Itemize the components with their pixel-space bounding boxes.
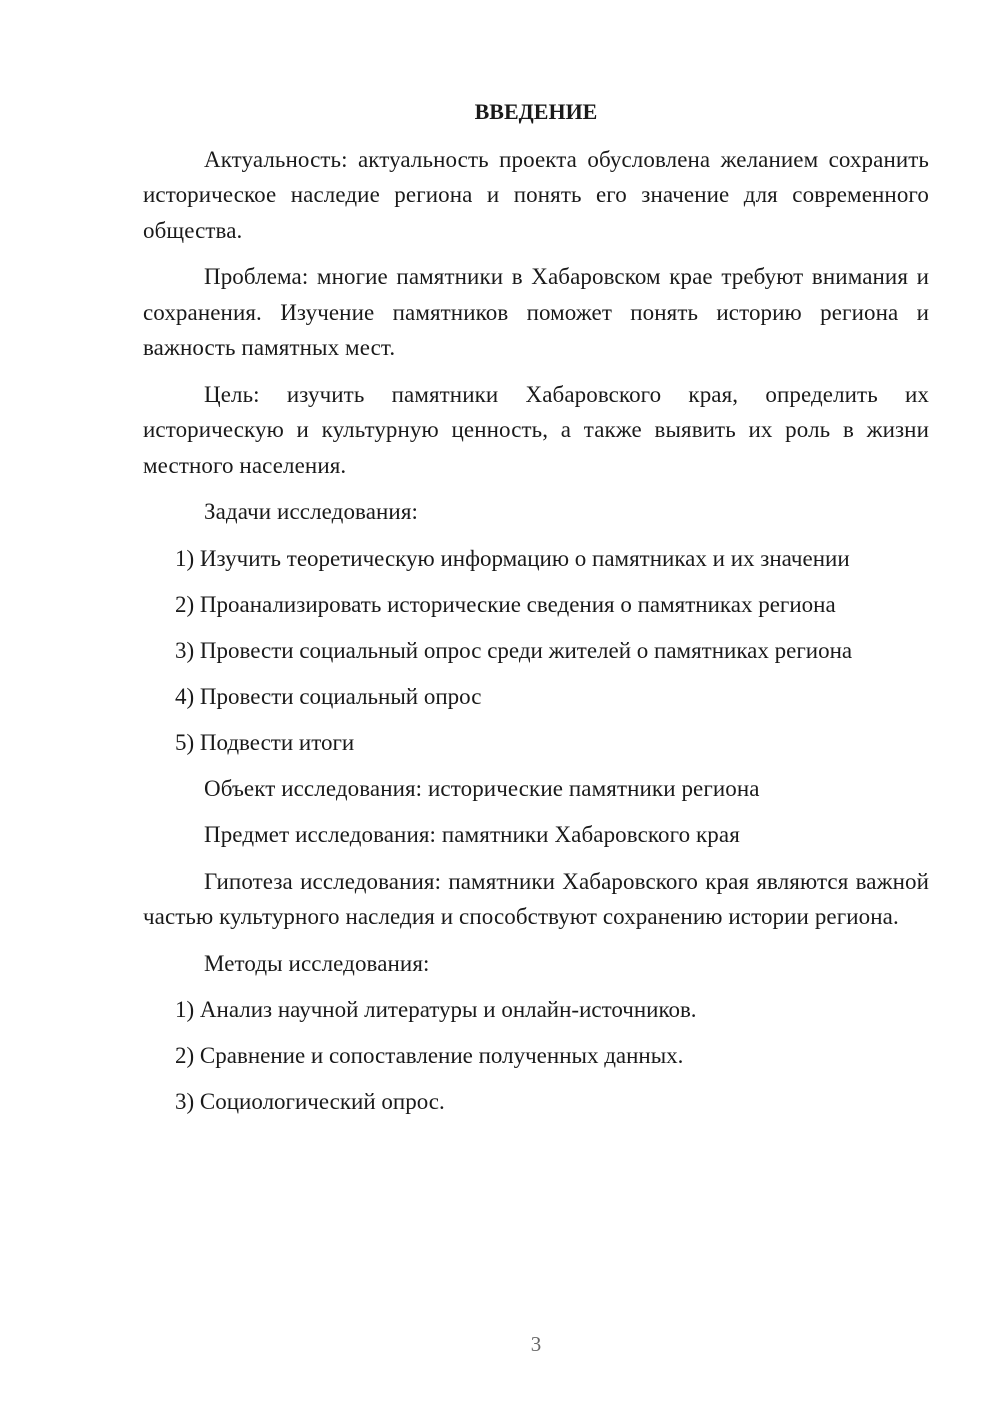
list-item: 4) Провести социальный опрос (175, 683, 482, 709)
subject-paragraph: Предмет исследования: памятники Хабаровского края (204, 822, 740, 847)
list-item: 2) Сравнение и сопоставление полученных данных. (175, 1043, 684, 1068)
list-item: 5) Подвести итоги (175, 729, 355, 755)
actuality-paragraph: Актуальность: актуальность проекта обусловлена желанием сохранить историческое наследие региона и понять его значение для современного общества. (143, 146, 929, 243)
tasks-heading: Задачи исследования: (204, 499, 419, 524)
list-item: 2) Проанализировать исторические сведения о памятниках региона (175, 591, 836, 617)
methods-heading: Методы исследования: (204, 950, 430, 976)
list-item: 1) Изучить теоретическую информацию о памятниках и их значении (175, 545, 850, 571)
hypothesis-paragraph: Гипотеза исследования: памятники Хабаровского края являются важной частью культурного наследия и способствуют сохранению истории региона. (143, 868, 929, 929)
section-title: ВВЕДЕНИЕ (474, 99, 598, 124)
tasks-list (143, 541, 929, 761)
list-item: 1) Анализ научной литературы и онлайн-источников. (175, 997, 697, 1022)
list-item: 3) Провести социальный опрос среди жителей о памятниках региона (175, 637, 853, 663)
page-content (143, 94, 929, 1130)
methods-list (143, 992, 929, 1120)
object-paragraph: Объект исследования: исторические памятники региона (204, 775, 760, 801)
list-item: 3) Социологический опрос. (175, 1089, 445, 1114)
page-number: 3 (530, 1332, 542, 1356)
problem-paragraph: Проблема: многие памятники в Хабаровском крае требуют внимания и сохранения. Изучение памятников поможет понять историю региона и важность памятных мест. (143, 264, 929, 360)
goal-paragraph: Цель: изучить памятники Хабаровского края, определить их историческую и культурную ценность, а также выявить их роль в жизни местного населения. (143, 381, 929, 478)
